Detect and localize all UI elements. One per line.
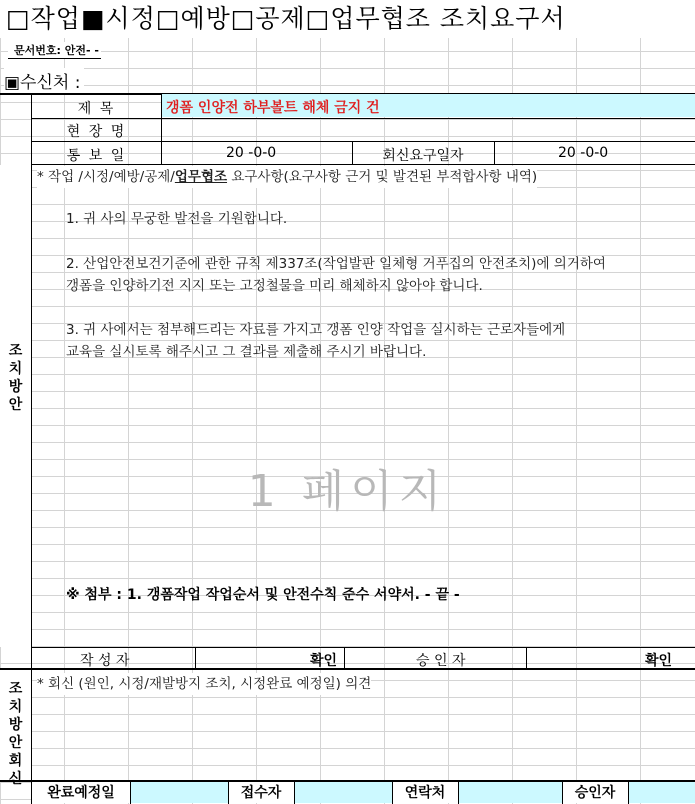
document-title: □작업■시정□예방□공제□업무협조 조치요구서 [0, 0, 695, 38]
form-frame [0, 93, 695, 804]
col-divider [195, 647, 196, 668]
author-confirm[interactable]: 확인 [310, 653, 338, 669]
reply-divider [0, 668, 695, 670]
subject-value: 갱폼 인양전 하부볼트 해체 금지 건 [166, 100, 380, 116]
approver-label: 승 인 자 [416, 653, 466, 669]
action-item-3: 3. 귀 사에서는 첨부해드리는 자료를 가지고 갱폼 인양 작업을 실시하는 근로자들에게 [66, 322, 566, 338]
action-item-3-cont: 교육을 실시토록 해주시고 그 결과를 제출해 주시기 바랍니다. [66, 344, 427, 360]
contact-field[interactable] [458, 782, 562, 803]
col-divider [562, 780, 563, 804]
notice-date-label: 통 보 일 [66, 148, 127, 164]
receiver-label: 접수자 [228, 782, 294, 803]
col-divider [352, 141, 353, 164]
col-divider [494, 141, 495, 164]
site-label: 현 장 명 [66, 124, 127, 140]
col-divider [344, 647, 345, 668]
approver-confirm[interactable]: 확인 [645, 653, 673, 669]
action-item-2: 2. 산업안전보건기준에 관한 규칙 제337조(작업발판 일체형 거푸집의 안전조치)에 의거하여 [66, 256, 606, 272]
reply-date-value[interactable]: 20 -0-0 [558, 145, 609, 161]
approver-field[interactable] [628, 782, 695, 803]
approver-bottom-label: 승인자 [562, 782, 628, 803]
receiver-field[interactable] [294, 782, 392, 803]
col-divider [526, 647, 527, 668]
notice-date-value[interactable]: 20 -0-0 [226, 145, 277, 161]
action-heading [37, 166, 537, 188]
recipient-label: ▣수신처 : [4, 68, 84, 93]
row-divider [31, 164, 695, 165]
col-divider [228, 780, 229, 804]
contact-label: 연락처 [392, 782, 458, 803]
reply-prompt: * 회신 (원인, 시정/재발방지 조치, 시정완료 예정일) 의견 [37, 673, 371, 695]
row-divider [31, 118, 695, 119]
col-divider [392, 780, 393, 804]
action-item-1: 1. 귀 사의 무궁한 발전을 기원합니다. [66, 211, 288, 227]
col-divider [130, 780, 131, 804]
reply-date-label: 회신요구일자 [382, 148, 464, 164]
attachment-note: ※ 첨부 : 1. 갱폼작업 작업순서 및 안전수칙 준수 서약서. - 끝 - [66, 587, 460, 603]
col-divider [161, 93, 162, 164]
page-watermark: 1 페이지 [247, 466, 448, 517]
reply-side-label: 조치방안회신 [8, 681, 23, 787]
document-number: 문서번호: 안전- - [8, 42, 101, 59]
heading-prefix: * 작업 /시정/예방/공제/ [37, 169, 175, 185]
complete-date-label: 완료예정일 [32, 782, 130, 803]
action-item-2-cont: 갱폼을 인양하기전 지지 또는 고정철물을 미리 해체하지 않아야 합니다. [66, 278, 483, 294]
row-divider [31, 647, 695, 648]
action-side-label: 조치방안 [8, 343, 23, 413]
subject-label: 제 목 [77, 101, 116, 117]
col-divider [294, 780, 295, 804]
heading-emphasis: 업무협조 [174, 169, 228, 185]
complete-date-field[interactable] [130, 782, 228, 803]
col-divider [458, 780, 459, 804]
row-divider [31, 141, 695, 142]
col-divider [628, 780, 629, 804]
side-column-divider [31, 93, 32, 804]
heading-suffix: 요구사항(요구사항 근거 및 발견된 부적합사항 내역) [227, 169, 538, 185]
author-label: 작 성 자 [80, 653, 130, 669]
